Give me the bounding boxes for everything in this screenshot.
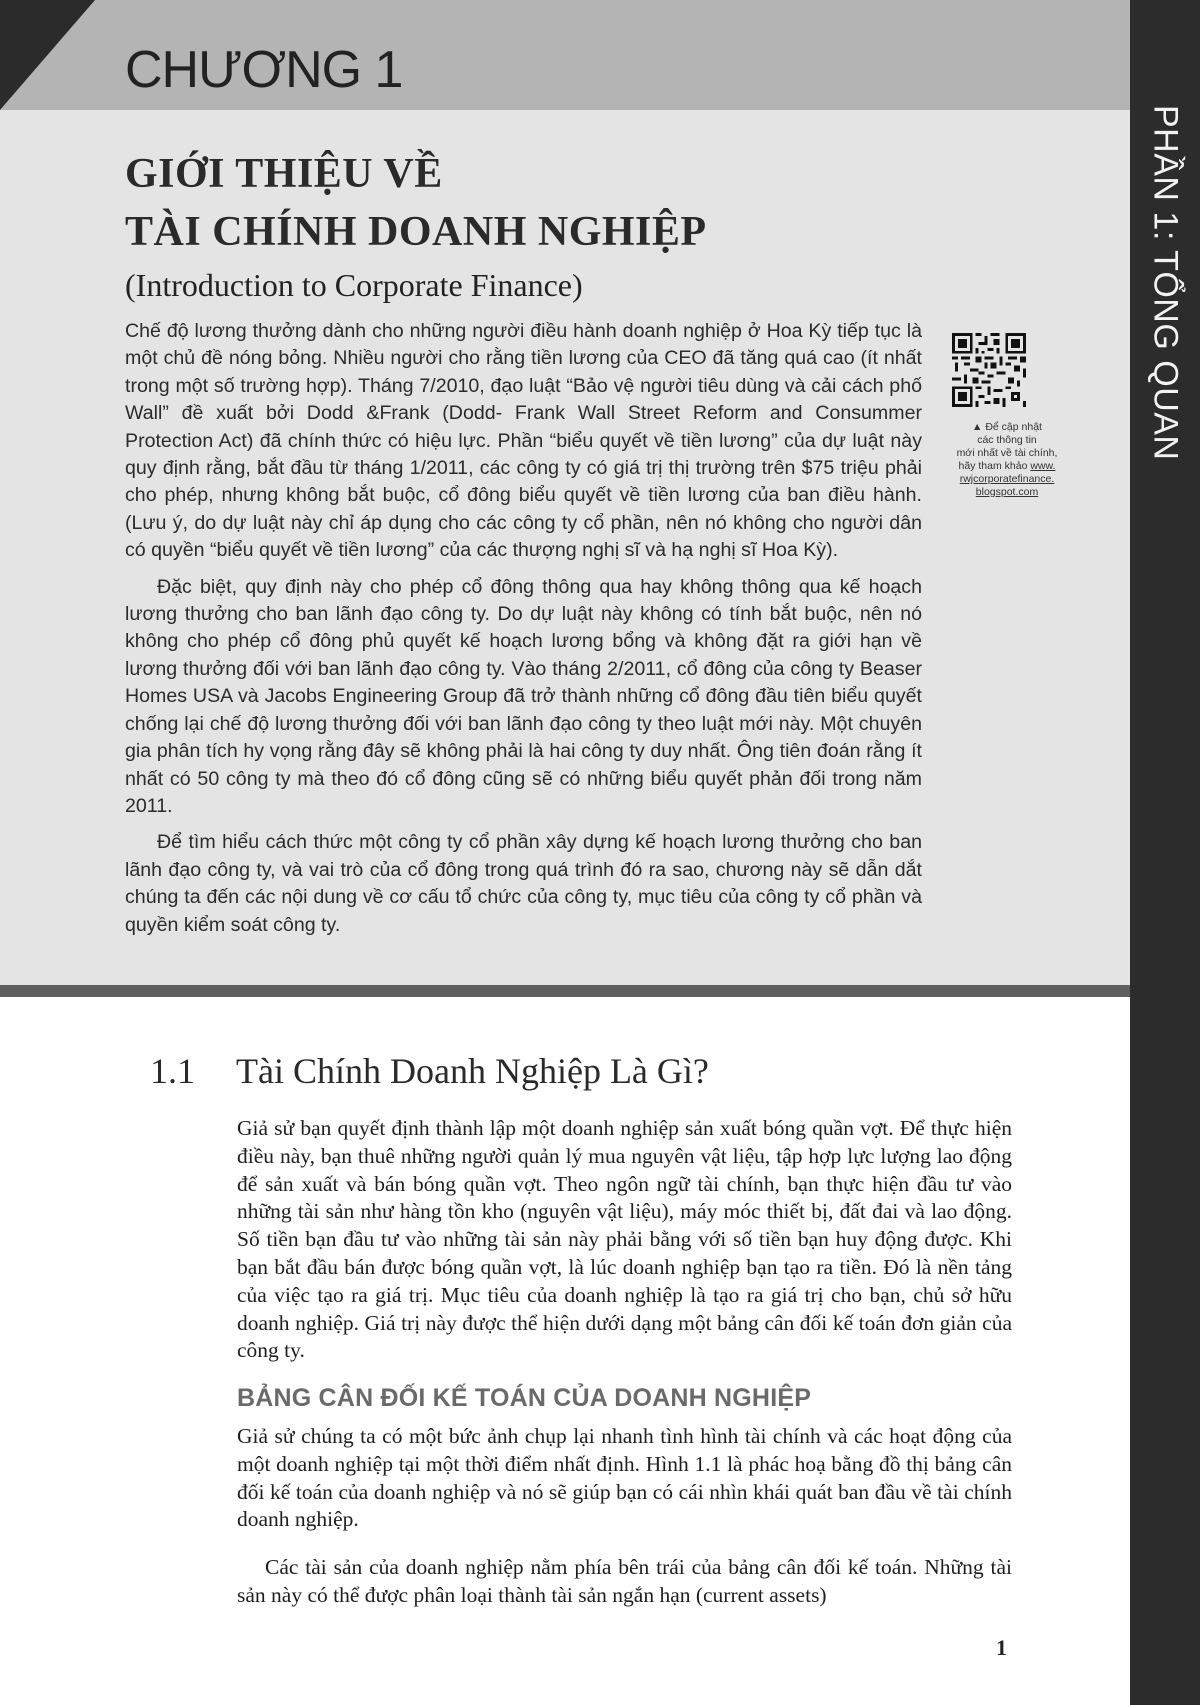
intro-paragraph-1: Chế độ lương thưởng dành cho những người điều hành doanh nghiệp ở Hoa Kỳ tiếp tục là một chủ đề nóng bỏng. Nhiều người cho rằng tiền lương của CEO đã tăng quá cao (ít nhất trong một số trường hợp). Tháng 7/2010, đạo luật “Bảo vệ người tiêu dùng và cải cách phố Wall” đề xuất bởi Dodd &Frank (Dodd- Frank Wall Street Reform and Consummer Protection Act) đã chính thức có hiệu lực. Phần “biểu quyết về tiền lương” của dự luật này quy định rằng, bắt đầu từ tháng 1/2011, các công ty có giá trị thị trường trên $75 triệu phải cho phép, nhưng không bắt buộc, cổ đông biểu quyết về tiền lương của ban điều hành. (Lưu ý, do dự luật này chỉ áp dụng cho các công ty cổ phần, nên nó không cho người dân có quyền “biểu quyết về tiền lương” của các thượng nghị sĩ và hạ nghị sĩ Hoa Kỳ).: [125, 320, 922, 562]
side-note-link-part-2[interactable]: rwjcorporatefinance.: [959, 473, 1055, 485]
section-paragraph-1: Giả sử bạn quyết định thành lập một doanh nghiệp sản xuất bóng quần vợt. Để thực hiện điều này, bạn thuê những người quản lý mua nguyên vật liệu, tập hợp lực lượng lao động để sản xuất và bán bóng quần vợt. Theo ngôn ngữ tài chính, bạn thực hiện đầu tư vào những tài sản như hàng tồn kho (nguyên vật liệu), máy móc thiết bị, đất đai và lao động. Số tiền bạn đầu tư vào những tài sản này phải bằng với số tiền bạn huy động được. Khi bạn bắt đầu bán được bóng quần vợt, là lúc doanh nghiệp bạn tạo ra tiền. Đó là nền tảng của việc tạo ra giá trị. Mục tiêu của doanh nghiệp là tạo ra giá trị cho bạn, chủ sở hữu doanh nghiệp. Giá trị này được thể hiện dưới dạng một bảng cân đối kế toán đơn giản của công ty.: [237, 1116, 1012, 1363]
side-note: [932, 421, 1082, 499]
chapter-header-triangle: [0, 0, 95, 110]
intro-divider: [0, 985, 1130, 997]
page-number: 1: [996, 1635, 1007, 1660]
section-number: 1.1: [150, 1051, 195, 1091]
section-body: [237, 1115, 1012, 1610]
intro-text: [125, 318, 922, 948]
section-title: Tài Chính Doanh Nghiệp Là Gì?: [236, 1051, 709, 1091]
section-paragraph-2: Giả sử chúng ta có một bức ảnh chụp lại nhanh tình hình tài chính và các hoạt động của một doanh nghiệp tại một thời điểm nhất định. Hình 1.1 là phác hoạ bằng đồ thị bảng cân đối kế toán của doanh nghiệp và nó sẽ giúp bạn có cái nhìn khái quát ban đầu về tài chính doanh nghiệp.: [237, 1423, 1012, 1532]
side-note-line-1: Để cập nhật: [985, 421, 1042, 433]
chapter-title-line-1: GIỚI THIỆU VỀ: [125, 151, 443, 197]
chapter-title-block: [125, 145, 925, 307]
subsection-heading: BẢNG CÂN ĐỐI KẾ TOÁN CỦA DOANH NGHIỆP: [237, 1384, 812, 1413]
section-paragraph-3: Các tài sản của doanh nghiệp nằm phía bên trái của bảng cân đối kế toán. Những tài sản này có thể được phân loại thành tài sản ngắn hạn (current assets): [237, 1555, 1012, 1607]
part-label: PHẦN 1: TỔNG QUAN: [1146, 105, 1185, 461]
section-heading: [150, 1050, 709, 1092]
intro-paragraph-2: Đặc biệt, quy định này cho phép cổ đông thông qua hay không thông qua kế hoạch lương thưởng cho ban lãnh đạo công ty. Do dự luật này không có tính bắt buộc, nên nó không cho phép cổ đông phủ quyết kế hoạch lương bổng và không đặt ra giới hạn về lương thưởng đối với ban lãnh đạo công ty. Vào tháng 2/2011, cổ đông của công ty Beaser Homes USA và Jacobs Engineering Group đã trở thành những cổ đông đầu tiên biểu quyết chống lại chế độ lương thưởng đối với ban lãnh đạo công ty theo luật mới này. Một chuyên gia phân tích hy vọng rằng đây sẽ không phải là hai công ty duy nhất. Ông tiên đoán rằng ít nhất có 50 công ty mà theo đó cổ đông cũng sẽ có những biểu quyết phản đối trong năm 2011.: [125, 575, 922, 817]
chapter-label: CHƯƠNG 1: [125, 41, 403, 99]
side-note-line-3: mới nhất về tài chính,: [956, 447, 1058, 459]
side-note-link-part-3[interactable]: blogspot.com: [975, 486, 1039, 498]
qr-code-icon[interactable]: [952, 333, 1026, 407]
triangle-up-icon: ▲: [972, 421, 983, 433]
side-note-link-part-1[interactable]: www.: [1030, 460, 1056, 472]
chapter-subtitle: (Introduction to Corporate Finance): [125, 267, 583, 303]
side-note-line-2: các thông tin: [977, 434, 1037, 446]
intro-paragraph-3: Để tìm hiểu cách thức một công ty cổ phần xây dựng kế hoạch lương thưởng cho ban lãnh đạo công ty, và vai trò của cổ đông trong quá trình đó ra sao, chương này sẽ dẫn dắt chúng ta đến các nội dung về cơ cấu tổ chức của công ty, mục tiêu của công ty cổ phần và quyền kiểm soát công ty.: [125, 831, 922, 936]
side-note-line-4: hãy tham khảo: [958, 460, 1031, 472]
chapter-title-line-2: TÀI CHÍNH DOANH NGHIỆP: [125, 209, 707, 255]
